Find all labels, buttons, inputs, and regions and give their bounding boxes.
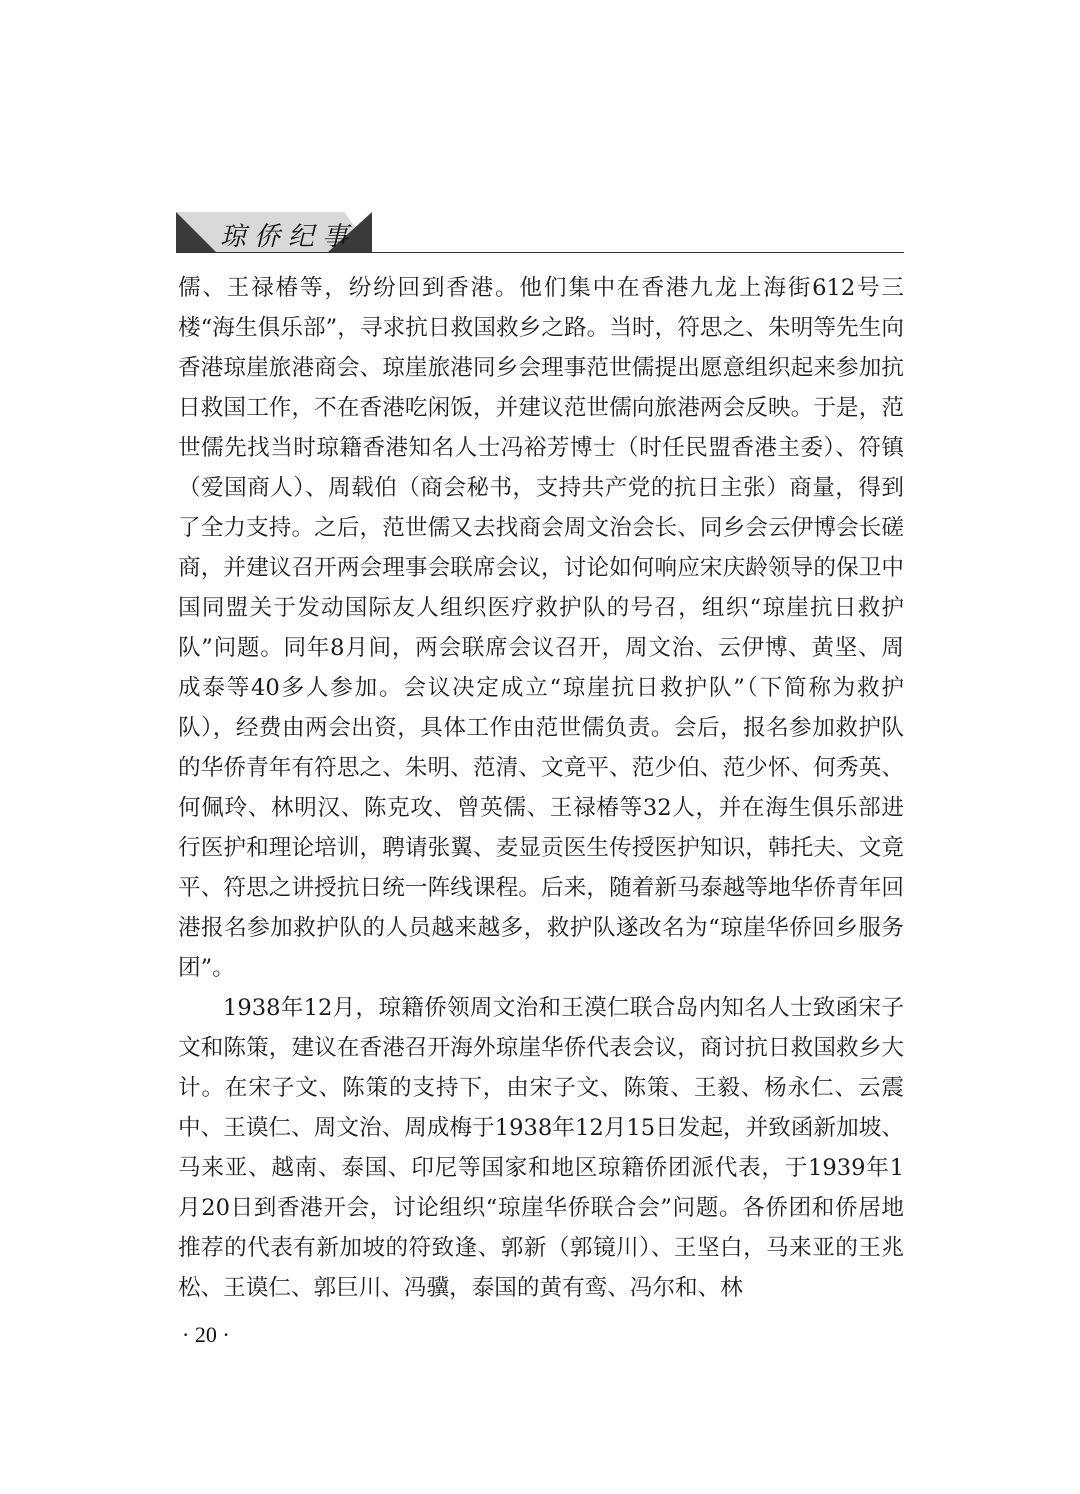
header-corner-left bbox=[176, 212, 216, 252]
header-title: 琼侨纪事 bbox=[220, 222, 357, 252]
page-number: · 20 · bbox=[182, 1322, 230, 1347]
header-rule bbox=[176, 252, 904, 253]
paragraph-continuation: 儒、王禄椿等，纷纷回到香港。他们集中在香港九龙上海街612号三楼“海生俱乐部”，寻求抗日救国救乡之路。当时，符思之、朱明等先生向香港琼崖旅港商会、琼崖旅港同乡会理事范世儒提出愿意组织起来参加抗日救国工作，不在香港吃闲饭，并建议范世儒向旅港两会反映。于是，范世儒先找当时琼籍香港知名人士冯裕芳博士（时任民盟香港主委）、符镇（爱国商人）、周载伯（商会秘书，支持共产党的抗日主张）商量，得到了全力支持。之后，范世儒又去找商会周文治会长、同乡会云伊博会长磋商，并建议召开两会理事会联席会议，讨论如何响应宋庆龄领导的保卫中国同盟关于发动国际友人组织医疗救护队的号召，组织“琼崖抗日救护队”问题。同年8月间，两会联席会议召开，周文治、云伊博、黄坚、周成泰等40多人参加。会议决定成立“琼崖抗日救护队”（下简称为救护队），经费由两会出资，具体工作由范世儒负责。会后，报名参加救护队的华侨青年有符思之、朱明、范清、文竟平、范少伯、范少怀、何秀英、何佩玲、林明汉、陈克攻、曾英儒、王禄椿等32人，并在海生俱乐部进行医护和理论培训，聘请张翼、麦显贡医生传授医护知识，韩托夫、文竟平、符思之讲授抗日统一阵线课程。后来，随着新马泰越等地华侨青年回港报名参加救护队的人员越来越多，救护队遂改名为“琼崖华侨回乡服务团”。 bbox=[178, 275, 904, 981]
running-header bbox=[176, 212, 904, 254]
body-text bbox=[178, 268, 904, 1308]
paragraph: 1938年12月，琼籍侨领周文治和王漠仁联合岛内知名人士致函宋子文和陈策，建议在香港召开海外琼崖华侨代表会议，商讨抗日救国救乡大计。在宋子文、陈策的支持下，由宋子文、陈策、王毅、杨永仁、云震中、王谟仁、周文治、周成梅于1938年12月15日发起，并致函新加坡、马来亚、越南、泰国、印尼等国家和地区琼籍侨团派代表，于1939年1月20日到香港开会，讨论组织“琼崖华侨联合会”问题。各侨团和侨居地推荐的代表有新加坡的符致逢、郭新（郭镜川）、王坚白，马来亚的王兆松、王谟仁、郭巨川、冯骥，泰国的黄有鸾、冯尔和、林 bbox=[178, 995, 904, 1301]
